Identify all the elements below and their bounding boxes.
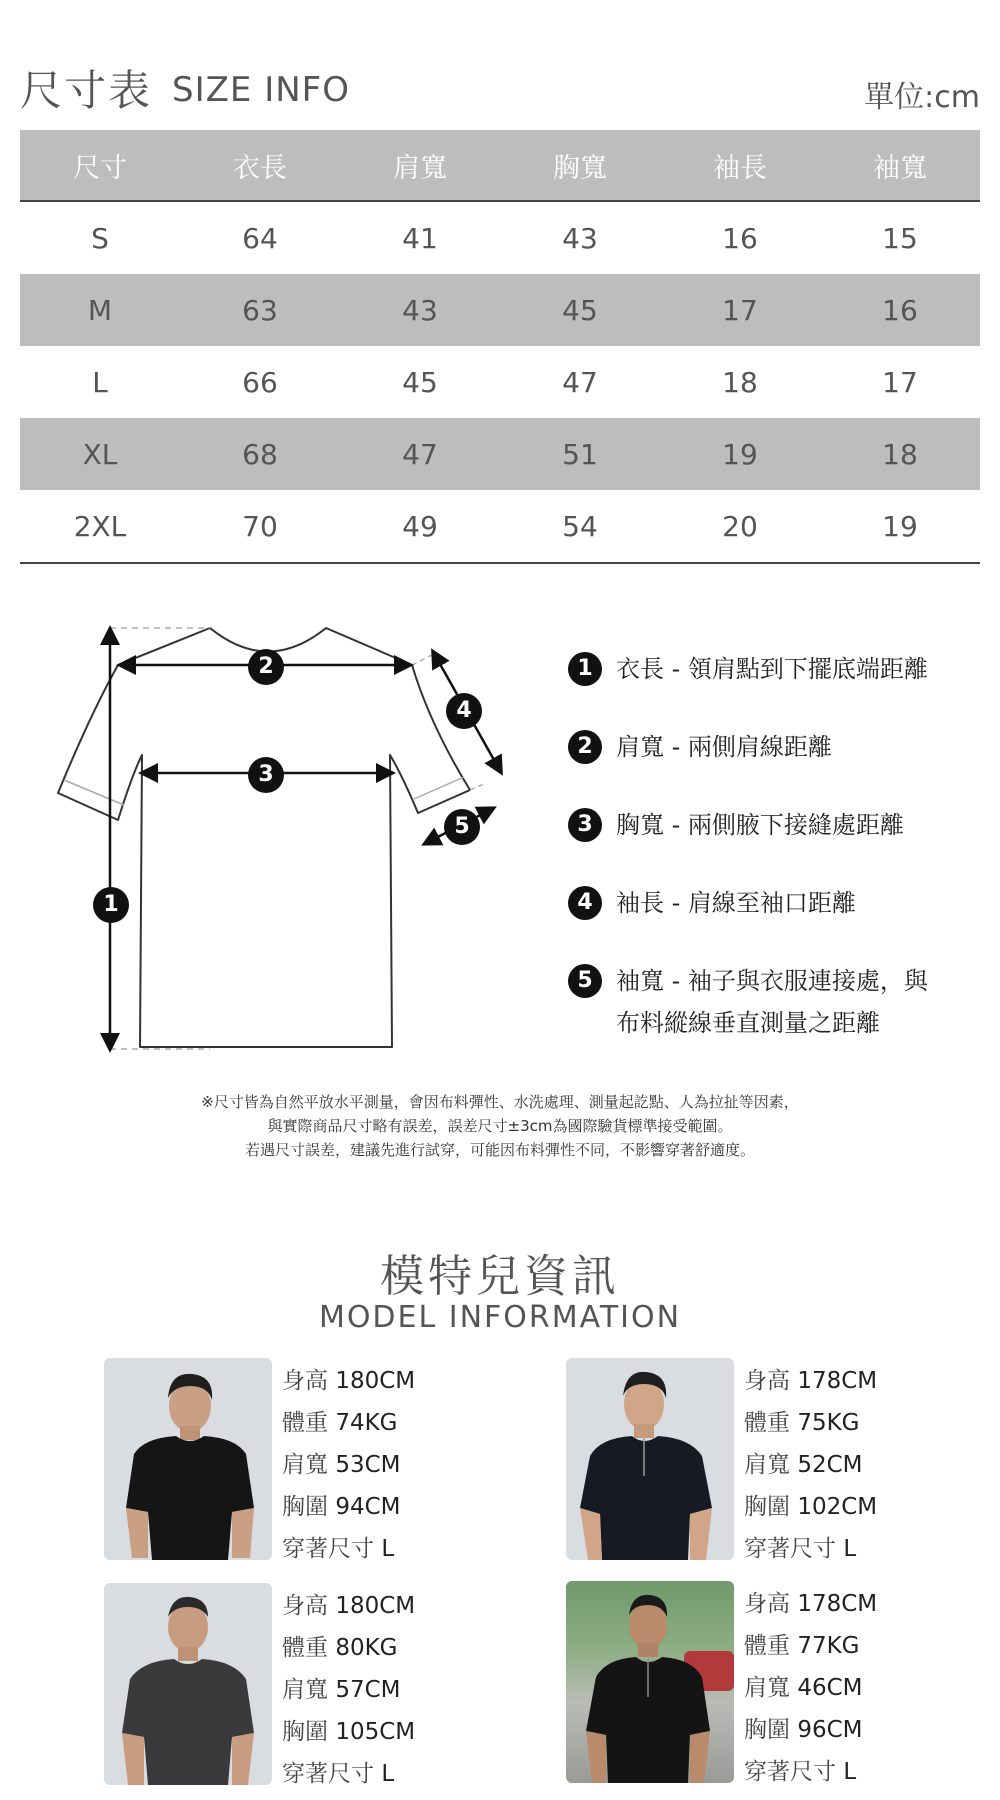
model-silhouette-icon bbox=[104, 1358, 272, 1560]
measurement-legend bbox=[568, 648, 988, 1080]
measurement-notes bbox=[0, 1090, 1000, 1162]
table-cell: 41 bbox=[402, 221, 438, 255]
note-line: 與實際商品尺寸略有誤差，誤差尺寸±3cm為國際驗貨標準接受範圍。 bbox=[267, 1117, 733, 1135]
legend-item bbox=[568, 804, 988, 846]
model-photo bbox=[104, 1583, 272, 1785]
table-cell: 63 bbox=[180, 274, 340, 346]
legend-text: 衣長 - 領肩點到下擺底端距離 bbox=[616, 655, 928, 683]
table-cell: 19 bbox=[660, 418, 820, 490]
spec-label: 穿著尺寸 bbox=[282, 1761, 374, 1787]
spec-value: 94CM bbox=[335, 1494, 401, 1520]
column-header: 袖寬 bbox=[820, 130, 980, 201]
legend-text-continued: 布料縱線垂直測量之距離 bbox=[616, 1009, 880, 1037]
spec-value: 53CM bbox=[335, 1452, 401, 1478]
model-photo bbox=[566, 1581, 734, 1783]
tshirt-measurement-diagram bbox=[40, 615, 520, 1055]
table-cell: 54 bbox=[500, 490, 660, 563]
spec-label: 肩寬 bbox=[282, 1677, 328, 1703]
page-title: 尺寸表 bbox=[20, 66, 153, 115]
model-card bbox=[104, 1583, 534, 1788]
legend-number-icon: 1 bbox=[568, 652, 602, 686]
spec-label: 肩寬 bbox=[744, 1675, 790, 1701]
spec-label: 胸圍 bbox=[744, 1494, 790, 1520]
table-cell: 51 bbox=[500, 418, 660, 490]
size-info-header bbox=[20, 58, 980, 118]
table-cell: XL bbox=[20, 418, 180, 490]
model-specs bbox=[282, 1585, 415, 1795]
unit-label: 單位:cm bbox=[864, 80, 980, 115]
marker-2-icon: 2 bbox=[248, 649, 284, 685]
spec-value: 180CM bbox=[335, 1368, 416, 1394]
table-row bbox=[20, 201, 980, 274]
note-line: 若遇尺寸誤差，建議先進行試穿，可能因布料彈性不同，不影響穿著舒適度。 bbox=[244, 1141, 755, 1159]
spec-label: 胸圍 bbox=[282, 1719, 328, 1745]
spec-label: 穿著尺寸 bbox=[282, 1536, 374, 1562]
legend-item bbox=[568, 882, 988, 924]
table-cell: 2XL bbox=[20, 490, 180, 563]
spec-label: 肩寬 bbox=[282, 1452, 328, 1478]
spec-label: 體重 bbox=[744, 1410, 790, 1436]
spec-value: 180CM bbox=[335, 1593, 416, 1619]
table-cell: 17 bbox=[882, 365, 918, 399]
table-cell: 43 bbox=[340, 274, 500, 346]
column-header: 袖長 bbox=[660, 130, 820, 201]
spec-value: 102CM bbox=[797, 1494, 878, 1520]
spec-label: 體重 bbox=[744, 1633, 790, 1659]
spec-value: 75KG bbox=[797, 1410, 860, 1436]
table-cell: 16 bbox=[722, 221, 758, 255]
table-cell: 49 bbox=[340, 490, 500, 563]
spec-value: 74KG bbox=[335, 1410, 398, 1436]
note-line: ※尺寸皆為自然平放水平測量，會因布料彈性、水洗處理、測量起訖點、人為拉扯等因素， bbox=[201, 1093, 799, 1111]
table-cell: 17 bbox=[660, 274, 820, 346]
model-card bbox=[104, 1358, 534, 1563]
legend-text: 袖寬 - 袖子與衣服連接處，與 bbox=[616, 967, 928, 995]
table-cell: 20 bbox=[660, 490, 820, 563]
spec-label: 體重 bbox=[282, 1635, 328, 1661]
table-cell: 70 bbox=[180, 490, 340, 563]
legend-item bbox=[568, 960, 988, 1044]
table-cell: 47 bbox=[340, 418, 500, 490]
spec-label: 身高 bbox=[282, 1593, 328, 1619]
model-specs bbox=[744, 1360, 877, 1570]
legend-number-icon: 2 bbox=[568, 730, 602, 764]
table-row bbox=[20, 418, 980, 490]
legend-item bbox=[568, 648, 988, 690]
legend-text: 胸寬 - 兩側腋下接縫處距離 bbox=[616, 811, 904, 839]
column-header: 胸寬 bbox=[500, 130, 660, 201]
legend-item bbox=[568, 726, 988, 768]
marker-1-icon: 1 bbox=[93, 887, 129, 923]
table-cell: 45 bbox=[500, 274, 660, 346]
marker-5-icon: 5 bbox=[444, 809, 480, 845]
table-cell: 15 bbox=[882, 221, 918, 255]
model-section-title: 模特兒資訊 bbox=[380, 1251, 620, 1302]
column-header: 尺寸 bbox=[20, 130, 180, 201]
spec-value: 57CM bbox=[335, 1677, 401, 1703]
legend-text: 袖長 - 肩線至袖口距離 bbox=[616, 889, 856, 917]
table-cell: 45 bbox=[402, 365, 438, 399]
spec-label: 體重 bbox=[282, 1410, 328, 1436]
spec-label: 胸圍 bbox=[744, 1717, 790, 1743]
spec-value: 80KG bbox=[335, 1635, 398, 1661]
table-cell: M bbox=[20, 274, 180, 346]
model-specs bbox=[282, 1360, 415, 1570]
model-silhouette-icon bbox=[566, 1581, 734, 1783]
table-cell: 47 bbox=[562, 365, 598, 399]
table-cell: 16 bbox=[820, 274, 980, 346]
table-cell: 18 bbox=[722, 365, 758, 399]
table-cell: L bbox=[92, 365, 108, 399]
table-cell: 18 bbox=[820, 418, 980, 490]
spec-value: 105CM bbox=[335, 1719, 416, 1745]
size-table bbox=[20, 130, 980, 564]
spec-value: L bbox=[843, 1536, 857, 1562]
spec-label: 身高 bbox=[744, 1368, 790, 1394]
spec-value: 52CM bbox=[797, 1452, 863, 1478]
marker-3-icon: 3 bbox=[248, 757, 284, 793]
spec-value: L bbox=[843, 1759, 857, 1785]
model-section-subtitle: MODEL INFORMATION bbox=[318, 1300, 682, 1335]
spec-label: 胸圍 bbox=[282, 1494, 328, 1520]
spec-value: L bbox=[381, 1536, 395, 1562]
marker-4-icon: 4 bbox=[446, 693, 482, 729]
column-header: 衣長 bbox=[180, 130, 340, 201]
table-row bbox=[20, 346, 980, 418]
legend-text: 肩寬 - 兩側肩線距離 bbox=[616, 733, 832, 761]
legend-number-icon: 4 bbox=[568, 886, 602, 920]
spec-label: 穿著尺寸 bbox=[744, 1759, 836, 1785]
model-card bbox=[566, 1358, 996, 1563]
spec-value: 96CM bbox=[797, 1717, 863, 1743]
table-header-row bbox=[20, 130, 980, 201]
spec-value: 178CM bbox=[797, 1368, 878, 1394]
model-photo bbox=[566, 1358, 734, 1560]
table-cell: 68 bbox=[180, 418, 340, 490]
model-photo bbox=[104, 1358, 272, 1560]
model-silhouette-icon bbox=[566, 1358, 734, 1560]
table-cell: 19 bbox=[820, 490, 980, 563]
spec-value: 178CM bbox=[797, 1591, 878, 1617]
legend-number-icon: 5 bbox=[568, 964, 602, 998]
legend-number-icon: 3 bbox=[568, 808, 602, 842]
table-cell: 64 bbox=[242, 221, 278, 255]
model-specs bbox=[744, 1583, 877, 1793]
model-silhouette-icon bbox=[104, 1583, 272, 1785]
spec-value: 46CM bbox=[797, 1675, 863, 1701]
spec-label: 身高 bbox=[744, 1591, 790, 1617]
spec-label: 穿著尺寸 bbox=[744, 1536, 836, 1562]
table-cell: 66 bbox=[242, 365, 278, 399]
table-row bbox=[20, 274, 980, 346]
table-row bbox=[20, 490, 980, 563]
page-subtitle: SIZE INFO bbox=[172, 70, 350, 110]
spec-value: L bbox=[381, 1761, 395, 1787]
table-cell: 43 bbox=[562, 221, 598, 255]
spec-label: 肩寬 bbox=[744, 1452, 790, 1478]
column-header: 肩寬 bbox=[340, 130, 500, 201]
table-cell: S bbox=[91, 221, 109, 255]
spec-value: 77KG bbox=[797, 1633, 860, 1659]
model-card bbox=[566, 1581, 996, 1786]
spec-label: 身高 bbox=[282, 1368, 328, 1394]
